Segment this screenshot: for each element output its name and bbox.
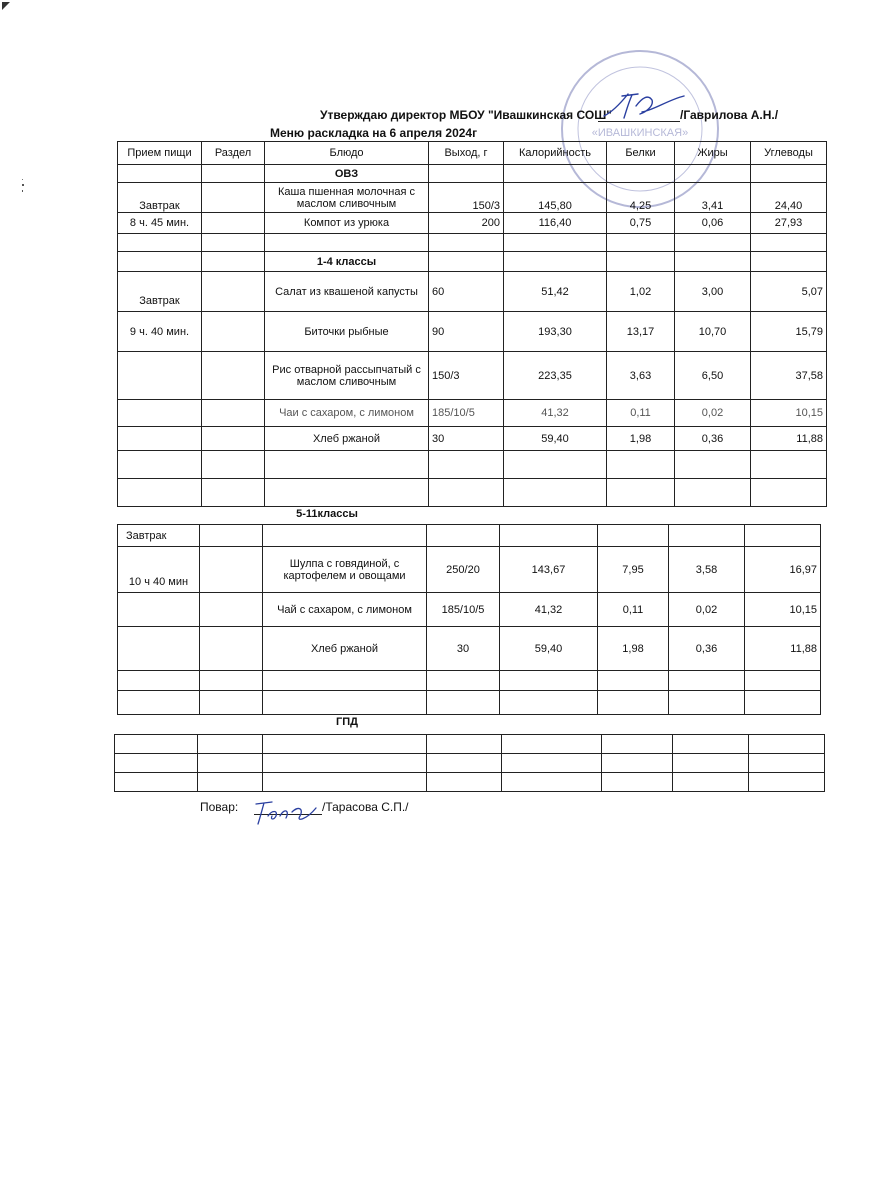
scan-corner-mark bbox=[2, 2, 10, 10]
empty-row bbox=[118, 671, 821, 691]
scan-dot bbox=[22, 179, 23, 180]
column-header: Выход, г bbox=[429, 142, 504, 165]
fat-cell: 3,00 bbox=[675, 272, 751, 312]
fat-cell: 0,02 bbox=[675, 400, 751, 427]
dish-cell: Каша пшенная молочная с маслом сливочным bbox=[265, 183, 429, 213]
yield-cell: 200 bbox=[429, 213, 504, 234]
yield-cell: 185/10/5 bbox=[429, 400, 504, 427]
protein-cell: 7,95 bbox=[598, 547, 669, 593]
section-title: ГПД bbox=[336, 716, 358, 728]
section-title: 1-4 классы bbox=[265, 252, 429, 272]
dish-cell: Биточки рыбные bbox=[265, 312, 429, 352]
kcal-cell: 223,35 bbox=[504, 352, 607, 400]
dish-cell: Чаи с сахаром, с лимоном bbox=[265, 400, 429, 427]
section-row bbox=[118, 165, 827, 183]
kcal-cell: 145,80 bbox=[504, 183, 607, 213]
carbs-cell: 5,07 bbox=[751, 272, 827, 312]
yield-cell: 150/3 bbox=[429, 183, 504, 213]
table-row bbox=[118, 400, 827, 427]
meal-cell: Завтрак bbox=[118, 272, 202, 312]
fat-cell: 0,36 bbox=[669, 627, 745, 671]
carbs-cell: 16,97 bbox=[745, 547, 821, 593]
yield-cell: 60 bbox=[429, 272, 504, 312]
time-cell: 9 ч. 40 мин. bbox=[118, 312, 202, 352]
empty-row bbox=[115, 735, 825, 754]
table-row bbox=[118, 272, 827, 312]
column-header: Калорийность bbox=[504, 142, 607, 165]
kcal-cell: 143,67 bbox=[500, 547, 598, 593]
time-cell: 8 ч. 45 мин. bbox=[118, 213, 202, 234]
yield-cell: 30 bbox=[429, 427, 504, 451]
fat-cell: 0,02 bbox=[669, 593, 745, 627]
dish-cell: Хлеб ржаной bbox=[265, 427, 429, 451]
kcal-cell: 41,32 bbox=[500, 593, 598, 627]
dish-cell: Чай с сахаром, с лимоном bbox=[263, 593, 427, 627]
table-row bbox=[118, 183, 827, 213]
table-row bbox=[118, 427, 827, 451]
meal-cell: Завтрак bbox=[118, 183, 202, 213]
yield-cell: 250/20 bbox=[427, 547, 500, 593]
meal-cell: Завтрак bbox=[118, 525, 200, 547]
empty-row bbox=[118, 234, 827, 252]
protein-cell: 1,02 bbox=[607, 272, 675, 312]
column-header: Раздел bbox=[202, 142, 265, 165]
dish-cell: Шулпа с говядиной, с картофелем и овощами bbox=[263, 547, 427, 593]
carbs-cell: 27,93 bbox=[751, 213, 827, 234]
dish-cell: Компот из урюка bbox=[265, 213, 429, 234]
dish-cell: Рис отварной рассыпчатый с маслом сливочным bbox=[265, 352, 429, 400]
table-row bbox=[118, 627, 821, 671]
menu-title: Меню раскладка на 6 апреля 2024г bbox=[270, 126, 478, 140]
cook-label: Повар: bbox=[200, 800, 239, 814]
protein-cell: 0,75 bbox=[607, 213, 675, 234]
empty-row bbox=[118, 451, 827, 479]
protein-cell: 0,11 bbox=[607, 400, 675, 427]
stamp-text: «ИВАШКИНСКАЯ» bbox=[591, 127, 689, 139]
column-header: Прием пищи bbox=[118, 142, 202, 165]
carbs-cell: 11,88 bbox=[745, 627, 821, 671]
empty-row bbox=[115, 754, 825, 773]
protein-cell: 4,25 bbox=[607, 183, 675, 213]
fat-cell: 6,50 bbox=[675, 352, 751, 400]
empty-row bbox=[118, 479, 827, 507]
protein-cell: 3,63 bbox=[607, 352, 675, 400]
dish-cell: Салат из квашеной капусты bbox=[265, 272, 429, 312]
menu-table-5-11 bbox=[117, 524, 821, 715]
yield-cell: 185/10/5 bbox=[427, 593, 500, 627]
protein-cell: 1,98 bbox=[607, 427, 675, 451]
fat-cell: 3,41 bbox=[675, 183, 751, 213]
yield-cell: 150/3 bbox=[429, 352, 504, 400]
section-row bbox=[118, 252, 827, 272]
time-cell: 10 ч 40 мин bbox=[118, 547, 200, 593]
kcal-cell: 59,40 bbox=[500, 627, 598, 671]
menu-table-gpd bbox=[114, 734, 825, 792]
scan-dot bbox=[22, 184, 24, 186]
carbs-cell: 15,79 bbox=[751, 312, 827, 352]
table-row bbox=[118, 352, 827, 400]
section-title: ОВЗ bbox=[265, 165, 429, 183]
column-header: Блюдо bbox=[265, 142, 429, 165]
fat-cell: 0,06 bbox=[675, 213, 751, 234]
carbs-cell: 10,15 bbox=[745, 593, 821, 627]
fat-cell: 3,58 bbox=[669, 547, 745, 593]
carbs-cell: 24,40 bbox=[751, 183, 827, 213]
director-signature bbox=[598, 86, 690, 126]
scan-dot bbox=[22, 190, 23, 192]
column-header: Белки bbox=[607, 142, 675, 165]
carbs-cell: 37,58 bbox=[751, 352, 827, 400]
carbs-cell: 10,15 bbox=[751, 400, 827, 427]
kcal-cell: 116,40 bbox=[504, 213, 607, 234]
director-name: /Гаврилова А.Н./ bbox=[680, 108, 779, 122]
yield-cell: 90 bbox=[429, 312, 504, 352]
table-row bbox=[118, 213, 827, 234]
protein-cell: 1,98 bbox=[598, 627, 669, 671]
table-row bbox=[118, 312, 827, 352]
dish-cell: Хлеб ржаной bbox=[263, 627, 427, 671]
carbs-cell: 11,88 bbox=[751, 427, 827, 451]
menu-table-main bbox=[117, 141, 827, 507]
kcal-cell: 59,40 bbox=[504, 427, 607, 451]
table-row bbox=[118, 547, 821, 593]
table-row bbox=[118, 525, 821, 547]
kcal-cell: 51,42 bbox=[504, 272, 607, 312]
empty-row bbox=[118, 691, 821, 715]
protein-cell: 0,11 bbox=[598, 593, 669, 627]
approval-text: Утверждаю директор МБОУ "Ивашкинская СОШ" bbox=[320, 108, 612, 122]
fat-cell: 10,70 bbox=[675, 312, 751, 352]
column-header: Жиры bbox=[675, 142, 751, 165]
column-header: Углеводы bbox=[751, 142, 827, 165]
empty-row bbox=[115, 773, 825, 792]
protein-cell: 13,17 bbox=[607, 312, 675, 352]
yield-cell: 30 bbox=[427, 627, 500, 671]
cook-signature bbox=[250, 794, 324, 830]
section-title: 5-11классы bbox=[296, 508, 358, 520]
kcal-cell: 193,30 bbox=[504, 312, 607, 352]
kcal-cell: 41,32 bbox=[504, 400, 607, 427]
fat-cell: 0,36 bbox=[675, 427, 751, 451]
table-row bbox=[118, 593, 821, 627]
table-header-row bbox=[118, 142, 827, 165]
cook-name: /Тарасова С.П./ bbox=[322, 800, 409, 814]
